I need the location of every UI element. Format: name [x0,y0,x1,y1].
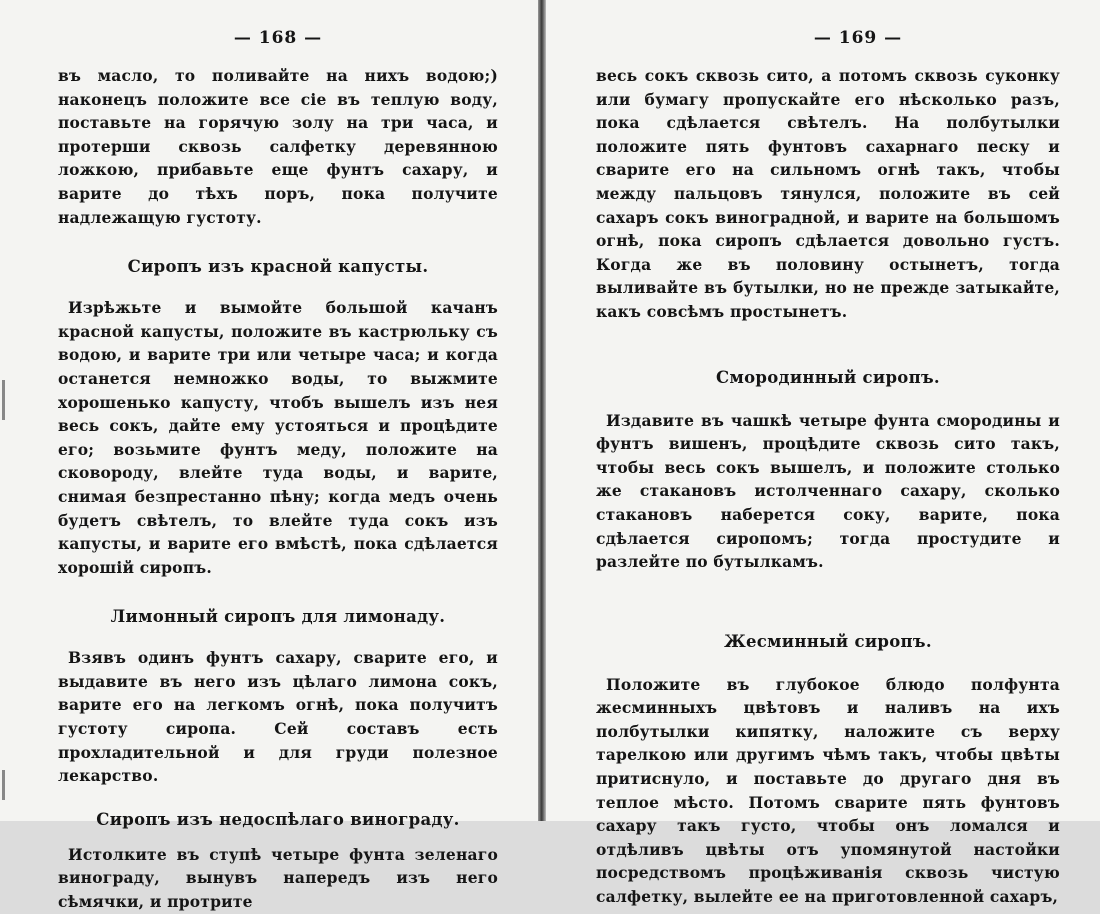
section-heading: Смородинный сиропъ. [716,367,940,387]
paragraph: Положите въ глубокое блюдо полфунта жесминныхъ цвѣтовъ и наливъ на ихъ полбутылки кипятку, наложите съ верху тарелкою или другимъ чѣмъ такъ, чтобы цвѣты притиснуло, и поставьте до другаго дня въ теплое мѣсто. Потомъ сварите пять фунтовъ сахару такъ густо, чтобы онъ ломался и отдѣливъ цвѣты отъ упомянутой настойки посредствомъ процѣживанія сквозь чистую салфетку, вылейте ее на приготовленной сахаръ, [596,674,1060,907]
page-number: — 168 — [233,28,323,48]
book-gutter [538,0,546,821]
scan-edge-mark [2,380,5,420]
paragraph: въ масло, то поливайте на нихъ водою;) наконецъ положите все сіе въ теплую воду, поставьте на горячую золу на три часа, и протерши сквозь салфетку деревянною ложкою, прибавьте еще фунтъ сахару, и варите до тѣхъ поръ, пока получите надлежащую густоту. [58,66,498,227]
section-heading: Сиропъ изъ красной капусты. [127,257,429,277]
right-page [546,0,1100,907]
section-heading: Лимонный сиропъ для лимонаду. [110,607,446,627]
scan-edge-mark [2,770,5,800]
left-page [0,0,538,912]
paragraph: Издавите въ чашкѣ четыре фунта смородины и фунтъ вишенъ, процѣдите сквозь сито такъ, чтобы весь сокъ вышелъ, и положите столько же стакановъ истолченнаго сахару, сколько стакановъ наберется соку, варите, пока сдѣлается сиропомъ; тогда простудите и разлейте по бутылкамъ. [596,410,1060,572]
section-heading: Сиропъ изъ недоспѣлаго винограду. [96,809,460,829]
paragraph: Изрѣжьте и вымойте большой качанъ красной капусты, положите въ кастрюльку съ водою, и варите три или четыре часа; и когда останется немножко воды, то выжмите хорошенько капусту, чтобъ вышелъ изъ нея весь сокъ, дайте ему устояться и процѣдите его; возьмите фунтъ меду, положите на сковороду, влейте туда воды, и варите, снимая безпрестанно пѣну; когда медъ очень будетъ свѣтелъ, то влейте туда сокъ изъ капусты, и варите его вмѣстѣ, пока сдѣлается хорошій сиропъ. [58,298,498,577]
page-number: — 169 — [813,28,903,48]
section-heading: Жесминный сиропъ. [724,631,932,651]
paragraph: Взявъ одинъ фунтъ сахару, сварите его, и выдавите въ него изъ цѣлаго лимона сокъ, варите его на легкомъ огнѣ, пока получитъ густоту сиропа. Сей составъ есть прохладительной и для груди полезное лекарство. [58,648,498,786]
paragraph: весь сокъ сквозь сито, а потомъ сквозь суконку или бумагу пропускайте его нѣсколько разъ, пока сдѣлается свѣтелъ. На полбутылки положите пять фунтовъ сахарнаго песку и сварите его на сильномъ огнѣ такъ, чтобы между пальцовъ тянулся, положите въ сей сахаръ сокъ виноградной, и варите на большомъ огнѣ, пока сиропъ сдѣлается довольно густъ. Когда же въ половину остынетъ, тогда выливайте въ бутылки, но не прежде затыкайте, какъ совсѣмъ простынетъ. [596,66,1060,321]
paragraph: Истолките въ ступѣ четыре фунта зеленаго винограду, вынувъ напередъ изъ него сѣмячки, и протрите [58,844,498,912]
